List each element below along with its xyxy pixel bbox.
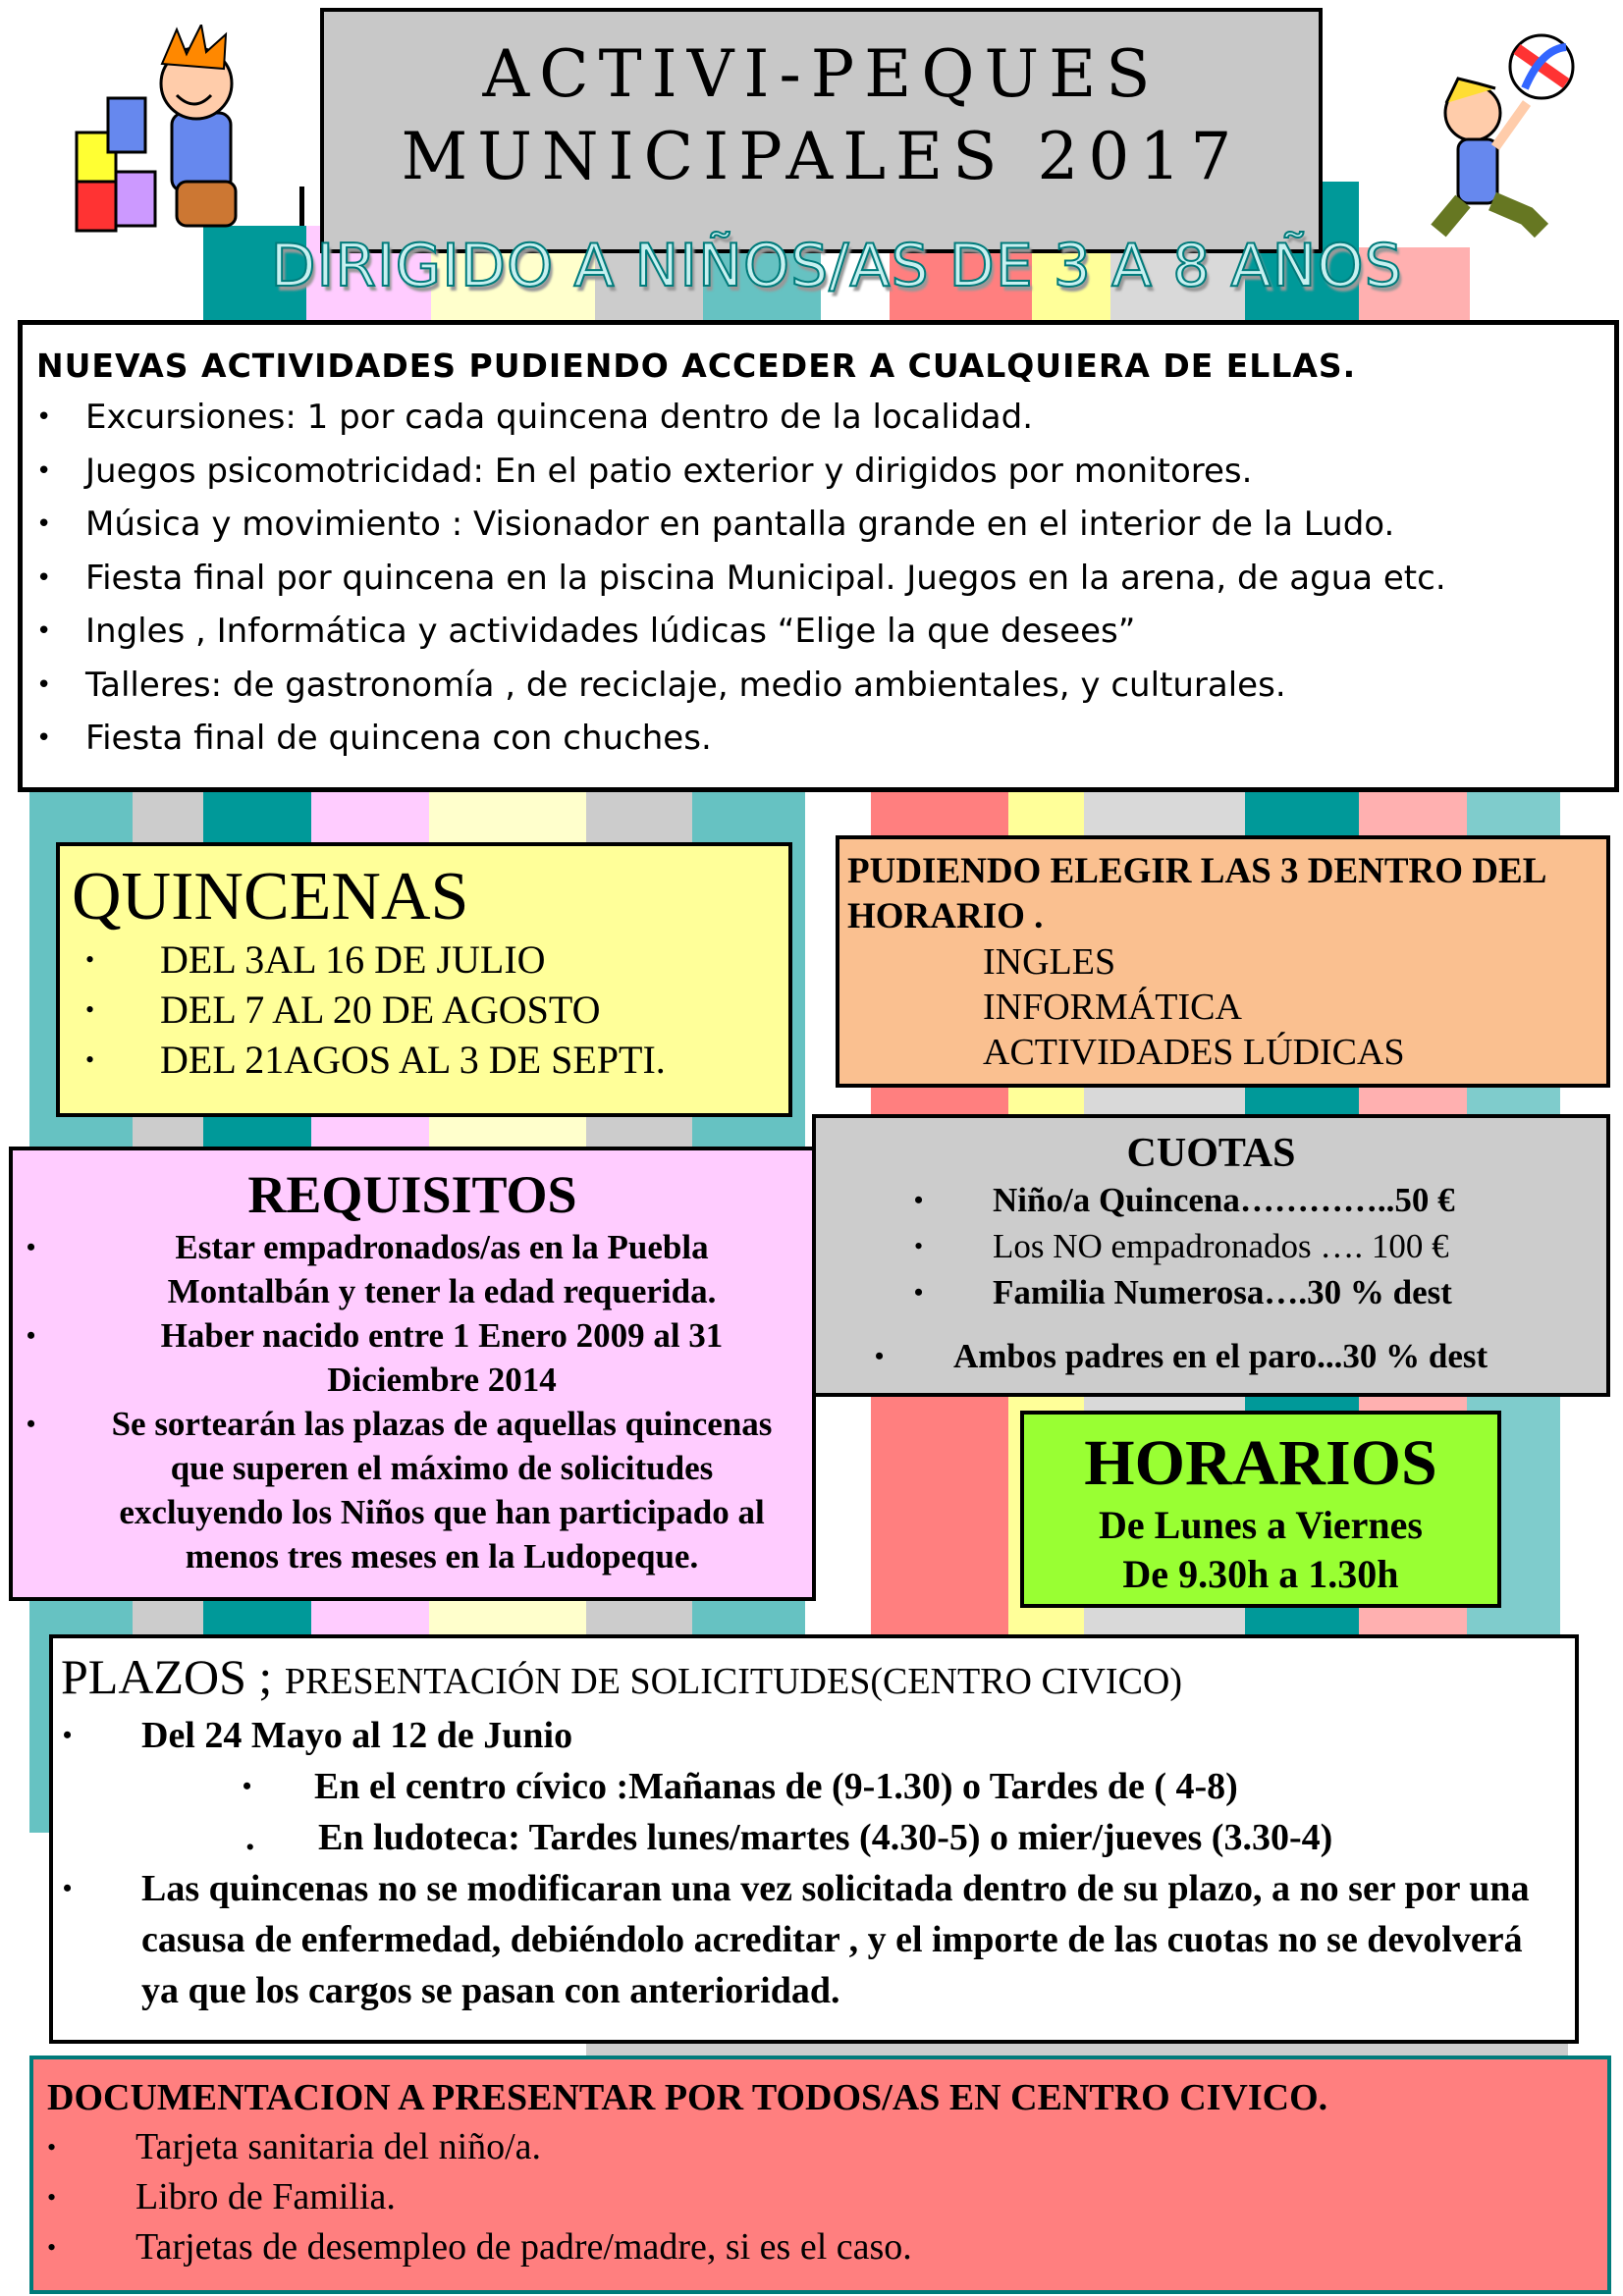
plazos-subheading: PRESENTACIÓN DE SOLICITUDES(CENTRO CIVICO)	[284, 1661, 1183, 1702]
plazos-sub-item: . En ludoteca: Tardes lunes/martes (4.30-5) o mier/jueves (3.30-4)	[245, 1817, 1333, 1858]
documento-item: • Tarjeta sanitaria del niño/a.	[47, 2122, 1607, 2172]
plazos-sub-item-text: En ludoteca: Tardes lunes/martes (4.30-5) o mier/jueves (3.30-4)	[318, 1817, 1333, 1858]
activities-heading: NUEVAS ACTIVIDADES PUDIENDO ACCEDER A CUALQUIERA DE ELLAS.	[36, 347, 1357, 385]
activity-item: • Talleres: de gastronomía , de reciclaje, medio ambientales, y culturales.	[36, 659, 1614, 713]
activity-item: • Excursiones: 1 por cada quincena dentro de la localidad.	[36, 391, 1614, 445]
poster-subtitle: DIRIGIDO A NIÑOS/AS DE 3 A 8 AÑOS	[270, 232, 1403, 300]
activities-box	[18, 320, 1619, 792]
activity-item: • Juegos psicomotricidad: En el patio exterior y dirigidos por monitores.	[36, 445, 1614, 499]
plazos-dates: • Del 24 Mayo al 12 de Junio	[63, 1715, 573, 1756]
elegir-item: INFORMÁTICA	[983, 987, 1242, 1028]
quincena-item: • DEL 21AGOS AL 3 DE SEPTI.	[72, 1035, 788, 1085]
requisito-item: • Se sortearán las plazas de aquellas quincenas que superen el máximo de solicitudes excluyendo los Niños que han participado al menos tres meses en la Ludopeque.	[13, 1402, 812, 1578]
plazos-box	[49, 1634, 1579, 2044]
documentacion-heading: DOCUMENTACION A PRESENTAR POR TODOS/AS EN CENTRO CIVICO.	[47, 2077, 1328, 2118]
horarios-days: De Lunes a Viernes	[1099, 1503, 1423, 1547]
cuotas-heading: CUOTAS	[1126, 1131, 1296, 1176]
plazos-heading: PLAZOS ;	[61, 1649, 273, 1704]
requisitos-box	[9, 1147, 816, 1601]
documento-item: • Libro de Familia.	[47, 2172, 1607, 2222]
activity-item: • Fiesta final por quincena en la piscina Municipal. Juegos en la arena, de agua etc.	[36, 552, 1614, 606]
title-line-1: ACTIVI-PEQUES	[482, 36, 1161, 112]
child-playing-blocks-illustration	[69, 25, 255, 236]
horarios-box	[1020, 1411, 1501, 1608]
plazos-note: • Las quincenas no se modificaran una vez solicitada dentro de su plazo, a no ser por una casusa de enfermedad, debiéndolo acreditar , y el importe de las cuotas no se devolverá ya que los cargos se pasan con anterioridad.	[63, 1868, 1530, 2011]
elegir-box	[836, 835, 1610, 1088]
poster-title	[320, 8, 1323, 253]
activity-item: • Música y movimiento : Visionador en pantalla grande en el interior de la Ludo.	[36, 498, 1614, 552]
requisito-item: • Estar empadronados/as en la Puebla Montalbán y tener la edad requerida.	[13, 1225, 812, 1313]
elegir-item: ACTIVIDADES LÚDICAS	[983, 1032, 1405, 1073]
elegir-heading: PUDIENDO ELEGIR LAS 3 DENTRO DEL HORARIO .	[847, 851, 1545, 936]
quincenas-heading: QUINCENAS	[72, 859, 469, 934]
activity-item: • Ingles , Informática y actividades lúdicas “Elige la que desees”	[36, 605, 1614, 659]
quincena-item: • DEL 7 AL 20 DE AGOSTO	[72, 985, 788, 1035]
requisitos-heading: REQUISITOS	[247, 1165, 577, 1224]
plazos-sub-item: • En el centro cívico :Mañanas de (9-1.30) o Tardes de ( 4-8)	[243, 1766, 1238, 1807]
plazos-sub-item-text: En el centro cívico :Mañanas de (9-1.30) o Tardes de ( 4-8)	[314, 1766, 1238, 1807]
cuota-item: • Ambos padres en el paro...30 % dest	[816, 1333, 1606, 1379]
cuota-item: • Familia Numerosa….30 % dest	[816, 1269, 1606, 1315]
plazos-note-text: Las quincenas no se modificaran una vez solicitada dentro de su plazo, a no ser por una casusa de enfermedad, debiéndolo acreditar , y el importe de las cuotas no se devolverá ya que los cargos se pasan con anterioridad.	[141, 1868, 1530, 2011]
documentacion-box	[29, 2056, 1611, 2294]
plazos-dates-text: Del 24 Mayo al 12 de Junio	[141, 1715, 573, 1756]
cuota-item: • Niño/a Quincena…………..50 €	[816, 1177, 1606, 1223]
activity-item: • Fiesta final de quincena con chuches.	[36, 712, 1614, 766]
horarios-heading: HORARIOS	[1084, 1427, 1437, 1499]
quincena-item: • DEL 3AL 16 DE JULIO	[72, 934, 788, 985]
quincenas-box	[56, 842, 792, 1117]
documento-item: • Tarjetas de desempleo de padre/madre, si es el caso.	[47, 2222, 1607, 2272]
elegir-item: INGLES	[983, 941, 1116, 983]
title-line-2: MUNICIPALES 2017	[401, 119, 1242, 194]
horarios-hours: De 9.30h a 1.30h	[1122, 1552, 1399, 1596]
cuota-item: • Los NO empadronados …. 100 €	[816, 1223, 1606, 1269]
child-with-ball-illustration	[1419, 29, 1596, 240]
cuotas-box	[812, 1114, 1610, 1397]
requisito-item: • Haber nacido entre 1 Enero 2009 al 31 Diciembre 2014	[13, 1313, 812, 1402]
